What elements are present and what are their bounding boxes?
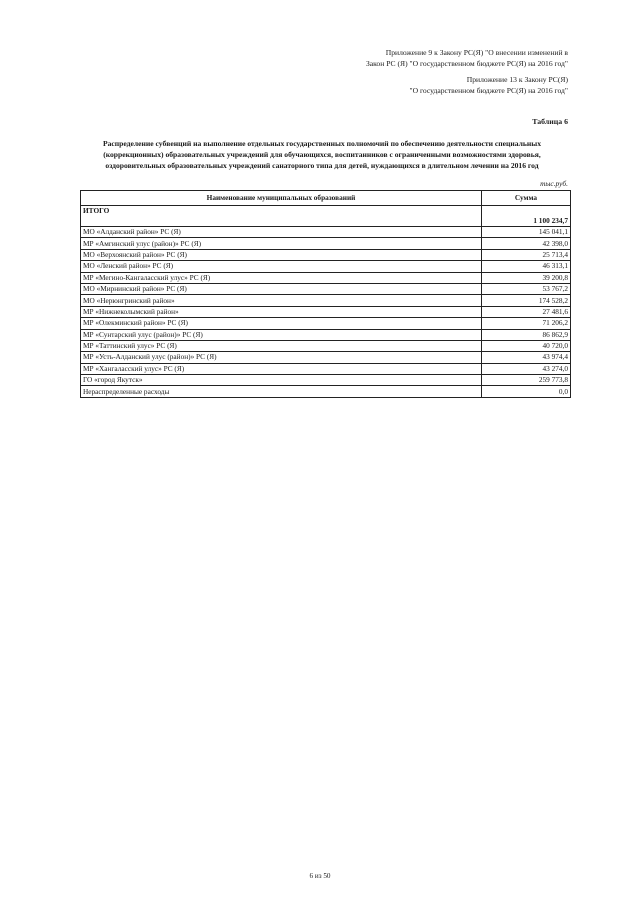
municipality-name: МО «Алданский район» РС (Я) (81, 227, 482, 238)
subsidy-amount: 43 274,0 (482, 363, 571, 374)
municipality-name: МР «Усть-Алданский улус (район)» РС (Я) (81, 352, 482, 363)
municipality-name: Нераспределенные расходы (81, 386, 482, 397)
subsidy-amount: 43 974,4 (482, 352, 571, 363)
document-title (82, 138, 562, 171)
subsidy-amount: 174 528,2 (482, 295, 571, 306)
table-row (81, 375, 571, 386)
subsidy-amount: 27 481,6 (482, 306, 571, 317)
table-row (81, 295, 571, 306)
municipality-name: МР «Сунтарский улус (район)» РС (Я) (81, 329, 482, 340)
total-value: 1 100 234,7 (482, 206, 571, 227)
title-line-3: оздоровительных образовательных учреждений санаторного типа для детей, нуждающихся в длительном лечении на 2016 год (105, 161, 539, 170)
subsidy-amount: 145 041,1 (482, 227, 571, 238)
table-row (81, 306, 571, 317)
municipality-name: МР «Хангаласский улус» РС (Я) (81, 363, 482, 374)
table-row (81, 283, 571, 294)
table-row (81, 318, 571, 329)
table-row (81, 261, 571, 272)
title-line-2: (коррекционных) образовательных учреждений для обучающихся, воспитанников с ограниченными возможностями здоровья, (103, 150, 541, 159)
subsidy-amount: 259 773,8 (482, 375, 571, 386)
subsidy-table (80, 190, 571, 398)
municipality-name: МР «Нижнеколымский район» (81, 306, 482, 317)
municipality-name: МО «Нерюнгринский район» (81, 295, 482, 306)
law-appendix-header (366, 48, 568, 69)
municipality-name: МР «Олекминский район» РС (Я) (81, 318, 482, 329)
total-label: ИТОГО (81, 206, 482, 227)
header-line-4: "О государственном бюджете РС(Я) на 2016 год" (409, 85, 568, 95)
header-line-1: Приложение 9 к Закону РС(Я) "О внесении изменений в (385, 48, 568, 57)
subsidy-amount: 53 767,2 (482, 283, 571, 294)
subsidy-amount: 40 720,0 (482, 340, 571, 351)
municipality-name: ГО «город Якутск» (81, 375, 482, 386)
table-row (81, 272, 571, 283)
table-row (81, 238, 571, 249)
page-number: 6 из 50 (309, 872, 331, 880)
municipality-name: МО «Мирнинский район» РС (Я) (81, 283, 482, 294)
municipality-name: МР «Мегино-Кангаласский улус» РС (Я) (81, 272, 482, 283)
title-line-1: Распределение субвенций на выполнение отдельных государственных полномочий по обеспечению деятельности специальных (102, 139, 541, 148)
municipality-name: МО «Ленский район» РС (Я) (81, 261, 482, 272)
total-row (81, 206, 571, 227)
municipality-name: МР «Таттинский улус» РС (Я) (81, 340, 482, 351)
table-row (81, 329, 571, 340)
unit-label: тыс.руб. (540, 179, 568, 188)
header-line-2: Закон РС (Я) "О государственном бюджете РС(Я) на 2016 год" (365, 58, 568, 68)
table-header-row (81, 191, 571, 206)
municipality-name: МО «Верхоянский район» РС (Я) (81, 249, 482, 260)
column-header-name: Наименование муниципальных образований (81, 191, 482, 206)
subsidy-amount: 46 313,1 (482, 261, 571, 272)
subsidy-amount: 0,0 (482, 386, 571, 397)
table-row (81, 249, 571, 260)
subsidy-amount: 39 200,8 (482, 272, 571, 283)
table-row (81, 352, 571, 363)
subsidy-amount: 25 713,4 (482, 249, 571, 260)
subsidy-amount: 86 862,9 (482, 329, 571, 340)
column-header-sum: Сумма (482, 191, 571, 206)
table-row (81, 340, 571, 351)
budget-appendix-header (409, 75, 568, 96)
header-line-3: Приложение 13 к Закону РС(Я) (466, 75, 568, 84)
table-row (81, 363, 571, 374)
table-number: Таблица 6 (532, 117, 568, 126)
subsidy-amount: 42 398,0 (482, 238, 571, 249)
table-row (81, 227, 571, 238)
table-row (81, 386, 571, 397)
municipality-name: МР «Амгинский улус (район)» РС (Я) (81, 238, 482, 249)
subsidy-amount: 71 206,2 (482, 318, 571, 329)
